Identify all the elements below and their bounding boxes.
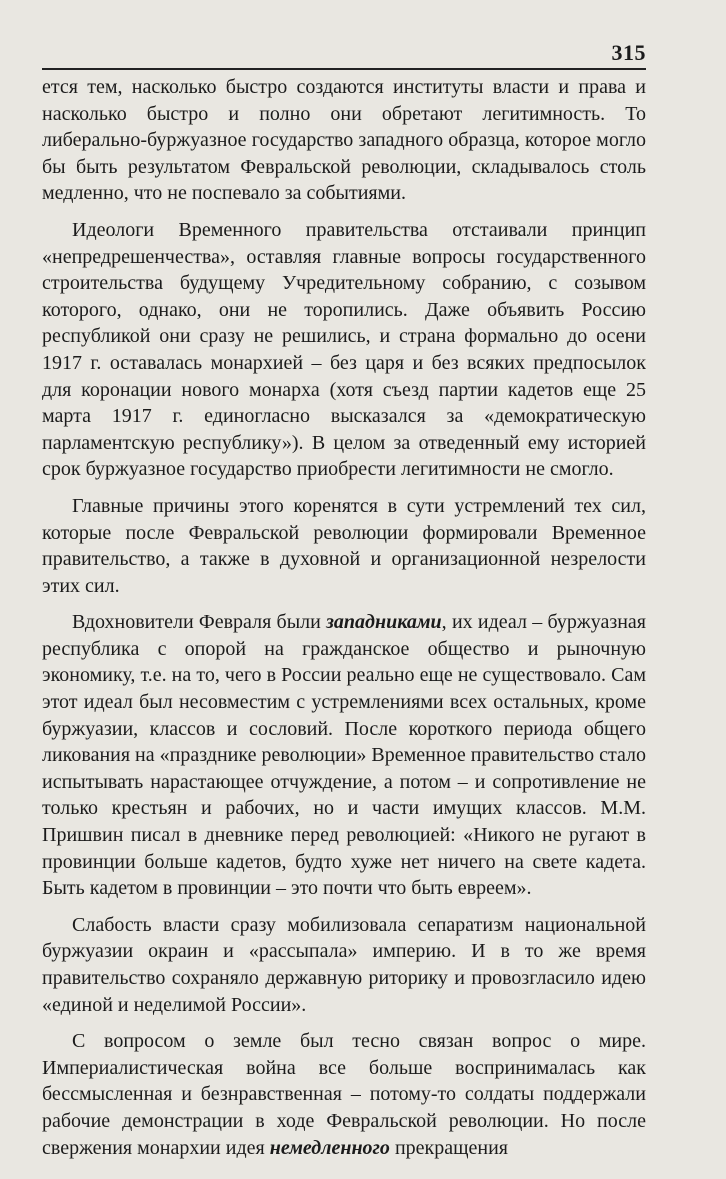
paragraph-p1: [42, 74, 646, 207]
body-text: [42, 74, 646, 1161]
emphasized-term: немедленного: [269, 1136, 390, 1159]
text-run: прекращения: [389, 1136, 508, 1159]
page-number: 315: [611, 40, 646, 65]
paragraph-p4: [42, 609, 646, 902]
text-run: ется тем, насколько быстро создаются институты власти и права и насколько быстро и полно они обретают легитимность. То либерально-буржуазное государство западного образца, которое могло бы быть результатом Февральской революции, складывалось столь медленно, что не поспевало за событиями.: [42, 76, 646, 205]
text-run: Идеологи Временного правительства отстаивали принцип «непредрешенчества», оставляя главные вопросы государственного строительства будущему Учредительному собранию, с созывом которого, однако, они не торопились. Даже объявить Россию республикой они сразу не решились, и страна формально до осени 1917 г. оставалась монархией – без царя и без всяких предпосылок для коронации нового монарха (хотя съезд партии кадетов еще 25 марта 1917 г. единогласно высказался за «демократическую парламентскую республику»). В целом за отведенный ему историей срок буржуазное государство приобрести легитимности не смогло.: [42, 218, 646, 481]
page-header: [42, 38, 646, 70]
text-run: Главные причины этого коренятся в сути устремлений тех сил, которые после Февральской революции формировали Временное правительство, а также в духовной и организационной незрелости этих сил.: [42, 494, 646, 597]
text-run: Вдохновители Февраля были: [72, 611, 327, 634]
text-run: С вопросом о земле был тесно связан вопрос о мире. Империалистическая война все больше воспринималась как бессмысленная и безнравственная – потому-то солдаты поддержали рабочие демонстрации в ходе Февральской революции. Но после свержения монархии идея: [42, 1030, 646, 1159]
emphasized-term: западниками: [326, 611, 442, 634]
paragraph-p3: [42, 493, 646, 599]
text-run: , их идеал – буржуазная республика с опорой на гражданское общество и рыночную экономику, т.е. на то, чего в России реально еще не существовало. Сам этот идеал был несовместим с устремлениями всех остальных, кроме буржуазии, классов и сословий. После короткого периода общего ликования на «празднике революции» Временное правительство стало испытывать нарастающее отчуждение, а потом – и сопротивление не только крестьян и рабочих, но и части имущих классов. М.М. Пришвин писал в дневнике перед революцией: «Никого не ругают в провинции больше кадетов, будто хуже нет ничего на свете кадета. Быть кадетом в провинции – это почти что быть евреем».: [42, 611, 646, 900]
paragraph-p6: [42, 1028, 646, 1161]
paragraph-p2: [42, 217, 646, 483]
paragraph-p5: [42, 912, 646, 1018]
text-run: Слабость власти сразу мобилизовала сепаратизм национальной буржуазии окраин и «рассыпала» империю. И в то же время правительство сохраняло державную риторику и провозгласило идею «единой и неделимой России».: [42, 913, 646, 1016]
book-page: [42, 38, 646, 1158]
